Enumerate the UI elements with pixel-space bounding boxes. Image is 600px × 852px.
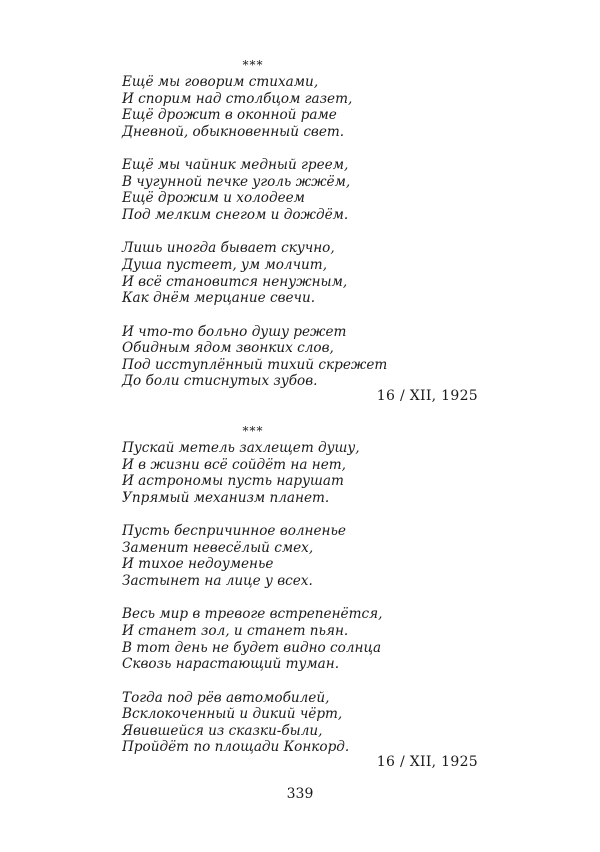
poem-1-stanza-3 xyxy=(122,240,502,306)
verse-line: В чугунной печке уголь жжём, xyxy=(122,173,351,190)
verse-line: Дневной, обыкновенный свет. xyxy=(122,123,345,140)
verse-line: Под исступлённый тихий скрежет xyxy=(122,356,388,373)
verse-line: В тот день не будет видно солнца xyxy=(122,639,382,656)
verse-line: Душа пустеет, ум молчит, xyxy=(122,256,328,273)
verse-line: Тогда под рёв автомобилей, xyxy=(122,689,330,706)
poem-1-date: 16 / XII, 1925 xyxy=(376,388,478,404)
verse-line: Лишь иногда бывает скучно, xyxy=(122,240,335,257)
page-number: 339 xyxy=(286,786,314,802)
verse-line: Пусть беспричинное волненье xyxy=(122,523,346,540)
poem-1 xyxy=(122,74,502,390)
verse-line: Пускай метель захлещет душу, xyxy=(122,440,360,456)
verse-line: Упрямый механизм планет. xyxy=(122,489,330,506)
verse-line: Ещё дрожит в оконной раме xyxy=(122,107,337,124)
verse-line: Застынет на лице у всех. xyxy=(122,572,313,589)
verse-line: И всё становится ненужным, xyxy=(122,273,348,290)
verse-line: Как днём мерцание свечи. xyxy=(122,290,316,307)
poem-2-separator: *** xyxy=(242,424,264,438)
poem-2-date: 16 / XII, 1925 xyxy=(376,754,478,770)
poem-1-stanza-2 xyxy=(122,157,502,223)
poem-2-stanza-4 xyxy=(122,690,502,756)
verse-line: И станет зол, и станет пьян. xyxy=(122,622,349,639)
verse-line: Пройдёт по площади Конкорд. xyxy=(122,739,350,756)
verse-line: Обидным ядом звонких слов, xyxy=(122,340,334,357)
verse-line: Сквозь нарастающий туман. xyxy=(122,656,340,673)
poem-2-stanza-1 xyxy=(122,440,502,506)
verse-line: Всклокоченный и дикий чёрт, xyxy=(122,706,343,723)
verse-line: И в жизни всё сойдёт на нет, xyxy=(122,456,346,473)
poem-2 xyxy=(122,440,502,756)
verse-line: Заменит невесёлый смех, xyxy=(122,539,314,556)
poem-1-stanza-4 xyxy=(122,324,502,390)
verse-line: Весь мир в тревоге встрепенётся, xyxy=(122,606,383,623)
verse-line: Ещё дрожим и холодеем xyxy=(122,190,305,207)
verse-line: Явившейся из сказки-были, xyxy=(122,722,323,739)
verse-line: Ещё мы говорим стихами, xyxy=(122,74,319,90)
poem-1-separator: *** xyxy=(242,58,264,72)
poem-2-stanza-3 xyxy=(122,606,502,672)
verse-line: И астрономы пусть нарушат xyxy=(122,473,344,490)
verse-line: И тихое недоуменье xyxy=(122,556,274,573)
poem-1-stanza-1 xyxy=(122,74,502,140)
poem-2-stanza-2 xyxy=(122,523,502,589)
verse-line: И спорим над столбцом газет, xyxy=(122,90,353,107)
verse-line: Ещё мы чайник медный греем, xyxy=(122,157,349,174)
verse-line: До боли стиснутых зубов. xyxy=(122,373,318,390)
verse-line: И что-то больно душу режет xyxy=(122,323,347,340)
verse-line: Под мелким снегом и дождём. xyxy=(122,206,349,223)
